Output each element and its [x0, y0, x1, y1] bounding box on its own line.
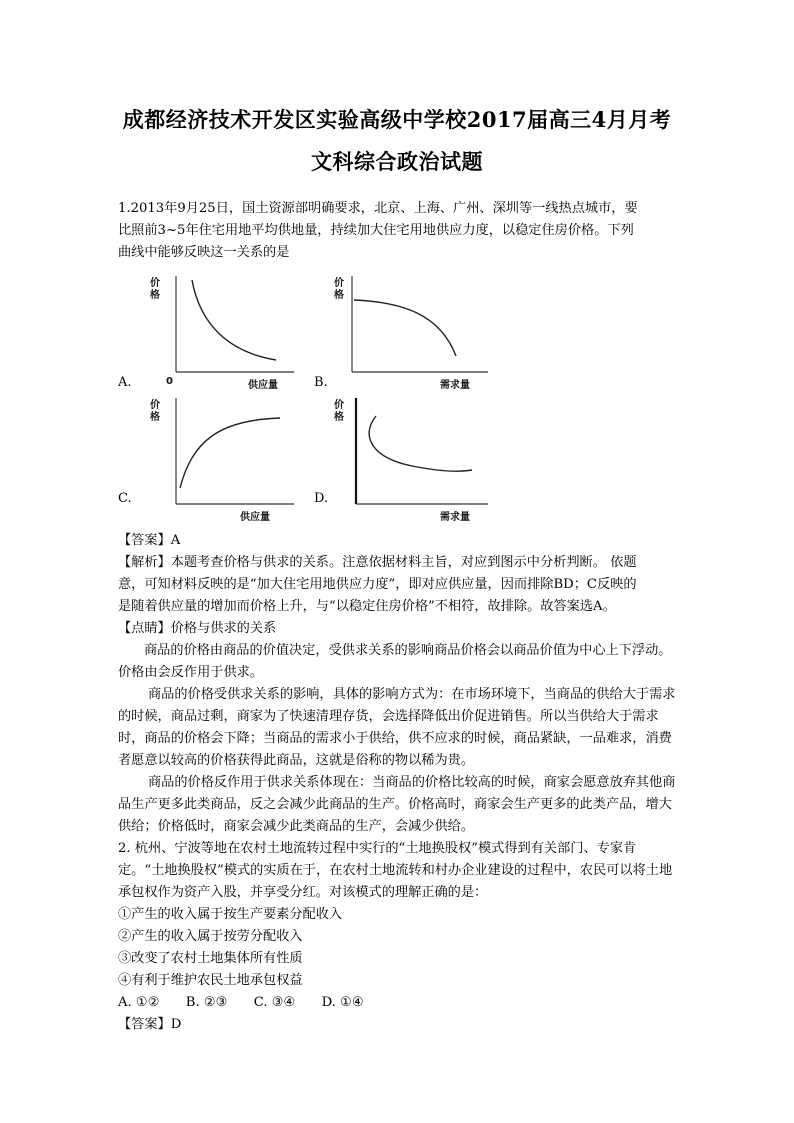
q2-choice-d: D. ①④	[321, 995, 364, 1010]
q1-point-paragraph-1: 商品的价格由商品的价值决定，受供求关系的影响商品价格会以商品价值为中心上下浮动。价格由会反作用于供求。	[118, 643, 672, 680]
q2-item-3: ③改变了农村土地集体所有性质	[118, 951, 303, 966]
option-a-ylabel-2: 格	[150, 290, 160, 301]
q2-choice-a: A. ①②	[118, 995, 160, 1010]
q1-analysis-line3: 是随着供应量的增加而价格上升，与“以稳定住房价格”不相符，故排除。故答案选A。	[118, 599, 616, 614]
option-a-xlabel: 供应量	[248, 380, 278, 391]
document-title-line2: 文科综合政治试题	[311, 149, 483, 174]
q2-choice-c: C. ③④	[253, 995, 296, 1010]
q1-stem-line1: 1.2013年9月25日，国土资源部明确要求，北京、上海、广州、深圳等一线热点城市，要	[118, 201, 638, 216]
q2-item-4: ④有利于维护农民土地承包权益	[118, 973, 303, 988]
q2-answer: 【答案】D	[118, 1017, 182, 1032]
option-c-xlabel: 供应量	[240, 512, 270, 523]
option-b-label: B.	[314, 375, 328, 390]
q1-point-title: 【点睛】价格与供求的关系	[118, 621, 277, 636]
option-c-label: C.	[118, 491, 132, 506]
document-body	[118, 198, 678, 1036]
option-a-ylabel-1: 价	[150, 278, 160, 289]
q1-stem-line3: 曲线中能够反映这一关系的是	[118, 245, 290, 260]
q2-item-1: ①产生的收入属于按生产要素分配收入	[118, 907, 343, 922]
option-a-graph	[148, 274, 298, 392]
q1-graph-options	[118, 264, 678, 530]
option-a-label: A.	[118, 375, 132, 390]
option-b-ylabel-1: 价	[334, 278, 344, 289]
option-d-xlabel: 需求量	[440, 512, 470, 523]
q2-choices	[118, 992, 678, 1014]
option-d-ylabel-2: 格	[334, 412, 344, 423]
option-b-ylabel-2: 格	[334, 290, 344, 301]
option-a-origin: 0	[166, 376, 173, 387]
q1-answer: 【答案】A	[118, 533, 181, 548]
option-d-ylabel-1: 价	[334, 400, 344, 411]
option-c-graph	[148, 396, 298, 524]
q2-stem: 2. 杭州、宁波等地在农村土地流转过程中实行的“土地换股权”模式得到有关部门、专家肯定。“土地换股权”模式的实质在于，在农村土地流转和村办企业建设的过程中，农民可以将土地承包权作为资产入股，并享受分红。对该模式的理解正确的是：	[118, 841, 673, 900]
q1-analysis-line2: 意，可知材料反映的是“加大住宅用地供应力度”，即对应供应量，因而排除BD；C反映的	[118, 577, 637, 592]
q1-stem-line2: 比照前3~5年住宅用地平均供地量，持续加大住宅用地供应力度，以稳定住房价格。下列	[118, 223, 634, 238]
option-b-xlabel: 需求量	[440, 380, 470, 391]
option-c-ylabel-1: 价	[150, 400, 160, 411]
q2-choice-b: B. ②③	[185, 995, 228, 1010]
document-title-line1: 成都经济技术开发区实验高级中学校2017届高三4月月考	[122, 107, 672, 132]
q1-analysis-line1: 【解析】本题考查价格与供求的关系。注意依据材料主旨，对应到图示中分析判断。 依题	[118, 555, 637, 570]
option-b-graph	[332, 274, 492, 392]
q2-item-2: ②产生的收入属于按劳分配收入	[118, 929, 303, 944]
q1-point-paragraph-3: 商品的价格反作用于供求关系体现在：当商品的价格比较高的时候，商家会愿意放弃其他商品生产更多此类商品，反之会减少此商品的生产。价格高时，商家会生产更多的此类产品，增大供给；价格低时，商家会减少此类商品的生产，会减少供给。	[118, 775, 676, 834]
q1-point-paragraph-2: 商品的价格受供求关系的影响，具体的影响方式为：在市场环境下，当商品的供给大于需求的时候，商品过剩，商家为了快速清理存货，会选择降低出价促进销售。所以当供给大于需求时，商品的价格会下降；当商品的需求小于供给，供不应求的时候，商品紧缺，一品难求，消费者愿意以较高的价格获得此商品，这就是俗称的物以稀为贵。	[118, 687, 676, 768]
option-d-graph	[332, 396, 492, 524]
option-d-label: D.	[314, 491, 329, 506]
option-c-ylabel-2: 格	[150, 412, 160, 423]
